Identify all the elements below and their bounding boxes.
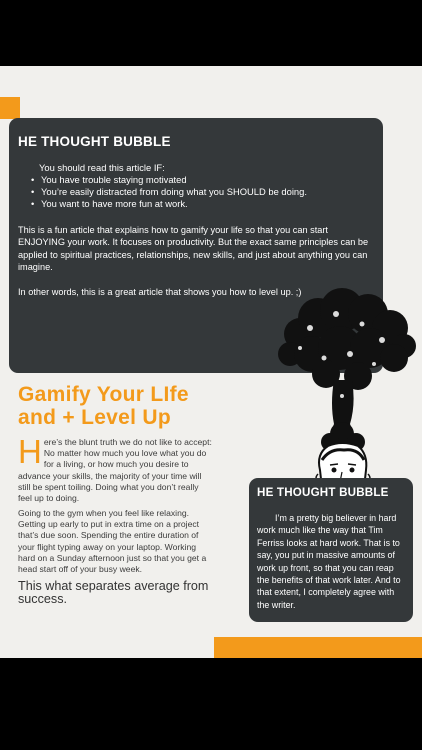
bullet-item: • You have trouble staying motivated [31, 174, 307, 186]
orange-accent-bar-bottom [214, 637, 422, 658]
bubble-paragraph: In other words, this is a great article that shows you how to level up. ;) [18, 287, 302, 297]
bubble-paragraph: This is a fun article that explains how to gamify your life so that you can start ENJOYING your work. It focuses on productivity. But the exact same principles can be applied to spiritual practices, relationships, new skills, and just about anything you can imagine. [18, 225, 369, 272]
headline-line: and + Level Up [18, 406, 171, 429]
mushroom-cloud-head-illustration [270, 284, 420, 510]
headline-line: Gamify Your LIfe [18, 383, 189, 406]
article-paragraph [18, 433, 214, 504]
orange-accent-bar-top [0, 97, 20, 119]
article-headline [18, 383, 189, 429]
article-pullquote: This what separates average from success. [18, 579, 209, 606]
bullet-item: • You’re easily distracted from doing what you SHOULD be doing. [31, 186, 307, 198]
bubble-paragraph: I’m a pretty big believer in hard work much like the way that Tim Ferriss looks at hard work. That is to say, you put in massive amounts of work up front, so that you can reap the benefits of that work later. And to that extent, I completely agree with the writer. [257, 513, 401, 610]
thought-bubble-right [249, 478, 413, 622]
article-paragraph: Going to the gym when you feel like relaxing. Getting up early to put in extra time on a project that’s due soon. Spending the entire duration of your flight typing away on your laptop. Working hard on a Sunday afternoon just so that you get a head start off of your busy week. [18, 508, 207, 575]
drop-cap: H [18, 433, 42, 470]
mushroom-cloud-icon [278, 288, 416, 460]
bubble-title: HE THOUGHT BUBBLE [257, 486, 389, 499]
bullet-item: • You want to have more fun at work. [31, 198, 307, 210]
magazine-page [0, 66, 422, 658]
bubble-title: HE THOUGHT BUBBLE [18, 134, 171, 149]
article-paragraph-text: ere’s the blunt truth we do not like to accept: No matter how much you love what you do for a living, or how much you desire to advance your skills, the majority of your time will still be spent toiling. Doing what you don’t really feel up to doing. [18, 437, 212, 504]
bullet-list [31, 174, 307, 210]
bubble-subhead: You should read this article IF: [39, 162, 165, 173]
